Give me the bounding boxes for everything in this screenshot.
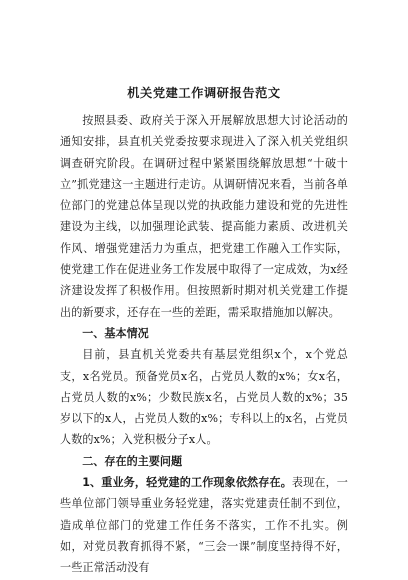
problem-1-paragraph (60, 472, 348, 578)
section-heading-basic-situation: 一、基本情况 (82, 326, 149, 340)
section-heading-main-problems: 二、存在的主要问题 (82, 454, 183, 468)
problem-1-body: 表现在，一些单位部门领导重业务轻党建，落实党建责任制不到位，造成单位部门的党建工作任务不落实，工作不扎实。例如，对党员教育抓得不紧，“三会一课”制度坚持得不好，一些正常活动没有 (60, 476, 348, 575)
problem-1-lead: 1、重业务，轻党建的工作现象依然存在。 (82, 476, 292, 490)
basic-situation-paragraph: 目前，县直机关党委共有基层党组织x个，x个党总支，x名党员。预备党员x名，占党员人数的x%；女x名，占党员人数的x%；少数民族x名，占党员人数的x%；35岁以下的x人，占党员人数的x%；专科以上的x名，占党员人数的x%；入党积极分子x人。 (60, 348, 348, 447)
document-title: 机关党建工作调研报告范文 (127, 86, 281, 100)
intro-paragraph: 按照县委、政府关于深入开展解放思想大讨论活动的通知安排，县直机关党委按要求现进入了深入机关党组织调查研究阶段。在调研过程中紧紧围绕解放思想“十破十立”抓党建这一主题进行走访。从调研情况来看，当前各单位部门的党建总体呈现以党的执政能力建设和党的先进性建设为主线，以加强理论武装、提高能力素质、改进机关作风、增强党建活力为重点，把党建工作融入工作实际，使党建工作在促进业务工作发展中取得了一定成效，为x经济建设发挥了积极作用。但按照新时期对机关党建工作提出的新要求，还存在一些的差距，需采取措施加以解决。 (60, 114, 348, 319)
